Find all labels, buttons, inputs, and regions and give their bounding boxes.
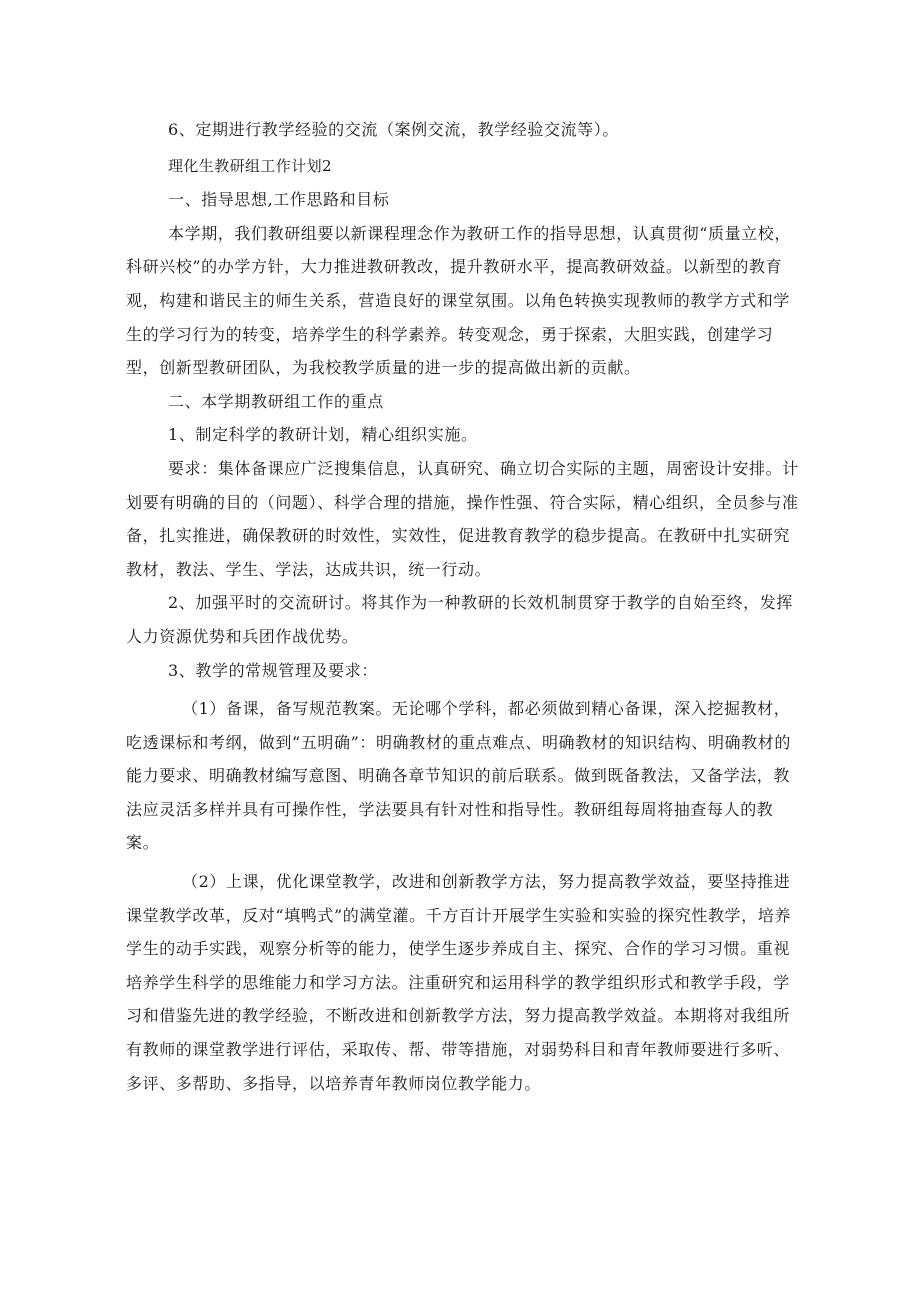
subitem-2-class: （2）上课，优化课堂教学，改进和创新教学方法，努力提高教学效益，要坚持推进课堂教学改革，反对“填鸭式”的满堂灌。千方百计开展学生实验和实验的探究性教学，培养学生的动手实践，观察分析等的能力，使学生逐步养成自主、探究、合作的学习习惯。重视培养学生科学的思维能力和学习方法。注重研究和运用科学的教学组织形式和教学手段，学习和借鉴先进的教学经验，不断改进和创新教学方法，努力提高教学效益。本期将对我组所有教师的课堂教学进行评估，采取传、帮、带等措施，对弱势科目和青年教师要进行多听、多评、多帮助、多指导，以培养青年教师岗位教学能力。 [126, 872, 791, 1093]
document-body [126, 113, 804, 1100]
paragraph-item-6: 6、定期进行教学经验的交流（案例交流，教学经验交流等）。 [168, 120, 619, 139]
item-2-exchange: 2、加强平时的交流研讨。将其作为一种教研的长效机制贯穿于教学的自始至终，发挥人力资源优势和兵团作战优势。 [126, 593, 793, 646]
item-1-plan: 1、制定科学的教研计划，精心组织实施。 [168, 425, 478, 445]
paragraph-guiding-thought: 本学期，我们教研组要以新课程理念作为教研工作的指导思想，认真贯彻“质量立校，科研兴校”的办学方针，大力推进教研教改，提升教研水平，提高教研效益。以新型的教育观，构建和谐民主的师生关系，营造良好的课堂氛围。以角色转换实现教师的教学方式和学生的学习行为的转变，培养学生的科学素养。转变观念，勇于探索，大胆实践，创建学习型，创新型教研团队，为我校教学质量的进一步的提高做出新的贡献。 [126, 223, 791, 378]
section-title: 理化生教研组工作计划2 [168, 156, 332, 175]
heading-semester-focus: 二、本学期教研组工作的重点 [168, 391, 384, 411]
subitem-1-lesson-prep: （1）备课，备写规范教案。无论哪个学科，都必须做到精心备课，深入挖掘教材，吃透课标和考纲，做到“五明确”：明确教材的重点难点、明确教材的知识结构、明确教材的能力要求、明确教材编写意图、明确各章节知识的前后联系。做到既备教法，又备学法，教法应灵活多样并具有可操作性，学法要具有针对性和指导性。教研组每周将抽查每人的教案。 [126, 699, 791, 853]
item-3-management: 3、教学的常规管理及要求： [168, 660, 378, 680]
heading-guiding-thought: 一、指导思想,工作思路和目标 [168, 190, 390, 210]
paragraph-requirements: 要求：集体备课应广泛搜集信息，认真研究、确立切合实际的主题，周密设计安排。计划要有明确的目的（问题）、科学合理的措施，操作性强、符合实际，精心组织，全员参与准备，扎实推进，确保教研的时效性，实效性，促进教育教学的稳步提高。在教研中扎实研究教材，教法、学生、学法，达成共识，统一行动。 [126, 458, 799, 579]
